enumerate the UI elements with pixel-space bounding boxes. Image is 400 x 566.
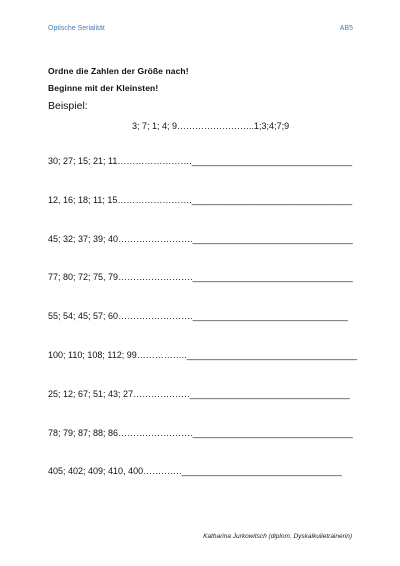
task-dots: ……………………. [117, 195, 192, 205]
task-row-6 [48, 350, 357, 360]
answer-line[interactable]: ________________________________ [191, 195, 353, 205]
task-numbers: 55; 54; 45; 57; 60 [48, 311, 119, 321]
answer-line[interactable]: ________________________________ [191, 156, 353, 166]
answer-line[interactable]: ________________________________ [181, 466, 342, 476]
answer-line[interactable]: _______________________________ [192, 311, 348, 321]
footer-author: Katharina Jurkowitsch (diplom. Dyskalkulietrainerin) [203, 533, 352, 540]
instruction-line-1: Ordne die Zahlen der Größe nach! [48, 66, 189, 76]
task-row-3 [48, 234, 353, 244]
answer-line[interactable]: ________________________________ [192, 428, 353, 438]
worksheet-code: AB5 [339, 25, 353, 32]
example-dots: …………………….. [177, 121, 255, 131]
task-numbers: 45; 32; 37; 39; 40 [48, 234, 119, 244]
answer-line[interactable]: ________________________________ [192, 234, 353, 244]
task-dots: …………. [143, 466, 182, 476]
instruction-line-2: Beginne mit der Kleinsten! [48, 83, 159, 93]
example-numbers: 3; 7; 1; 4; 9 [132, 121, 178, 131]
header-title: Optische Serialität [48, 25, 105, 32]
task-numbers: 405; 402; 409; 410, 400 [48, 466, 144, 476]
task-numbers: 30; 27; 15; 21; 11 [48, 156, 118, 166]
task-row-1 [48, 156, 352, 166]
task-dots: …………….. [136, 350, 187, 360]
task-numbers: 78; 79; 87; 88; 86 [48, 428, 119, 438]
answer-line[interactable]: ________________________________ [189, 389, 350, 399]
task-dots: ………………. [133, 389, 190, 399]
task-row-7 [48, 389, 350, 399]
example-line [132, 121, 289, 131]
task-dots: ……………………. [118, 311, 193, 321]
task-row-4 [48, 272, 353, 282]
task-row-9 [48, 466, 342, 476]
example-label: Beispiel: [48, 100, 88, 112]
answer-line[interactable]: ________________________________ [192, 272, 353, 282]
task-numbers: 25; 12; 67; 51; 43; 27 [48, 389, 134, 399]
task-dots: ……………………. [118, 234, 193, 244]
task-row-8 [48, 428, 353, 438]
example-solution: 1;3;4;7;9 [254, 121, 290, 131]
task-numbers: 77; 80; 72; 75, 79 [48, 272, 119, 282]
task-dots: ……………………. [117, 156, 192, 166]
task-dots: ……………………. [118, 428, 193, 438]
task-numbers: 100; 110; 108; 112; 99 [48, 350, 137, 360]
task-row-2 [48, 195, 352, 205]
answer-line[interactable]: __________________________________ [186, 350, 357, 360]
task-row-5 [48, 311, 348, 321]
task-numbers: 12, 16; 18; 11; 15 [48, 195, 118, 205]
task-dots: ……………………. [118, 272, 193, 282]
